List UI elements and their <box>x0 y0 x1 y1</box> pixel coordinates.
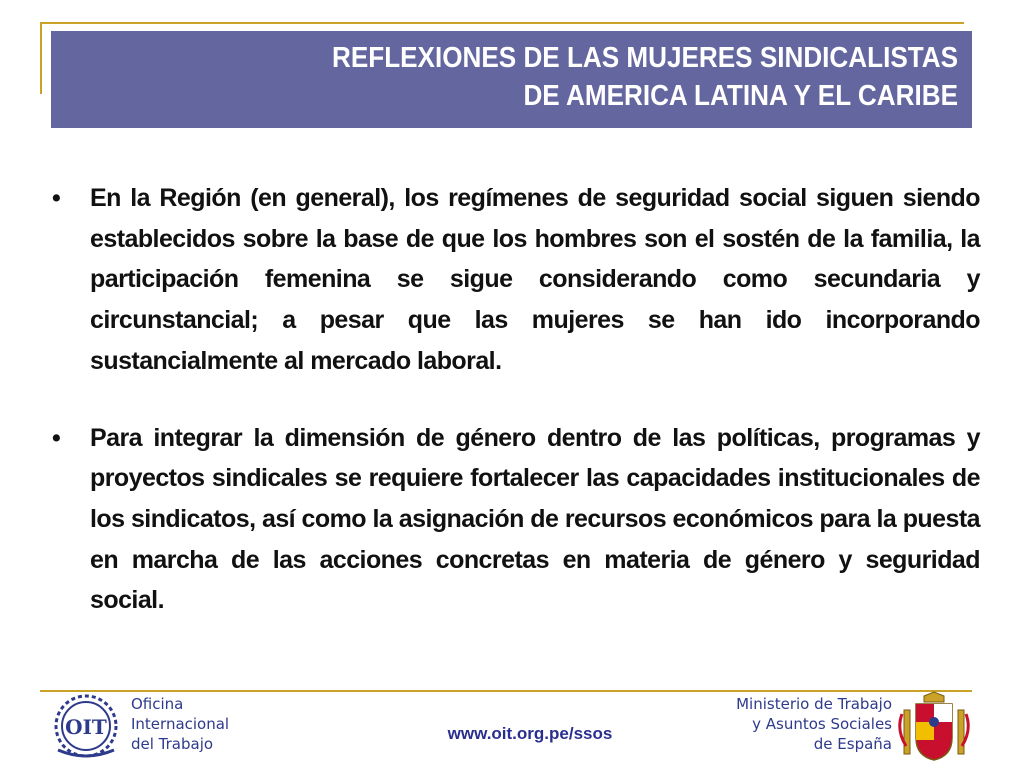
oit-line-2: Internacional <box>131 715 230 733</box>
gold-frame-top <box>40 22 964 24</box>
ministry-line-2: y Asuntos Sociales <box>752 715 892 733</box>
oit-line-1: Oficina <box>131 695 184 713</box>
slide-title <box>51 31 972 128</box>
footer-url[interactable]: www.oit.org.pe/ssos <box>447 724 613 743</box>
bullet-list <box>40 178 980 657</box>
title-line-2: DE AMERICA LATINA Y EL CARIBE <box>523 80 958 112</box>
oit-name <box>131 694 229 754</box>
bullet-text: Para integrar la dimensión de género dentro de las políticas, programas y proyectos sindicales se requiere fortalecer las capacidades institucionales de los sindicatos, así como la asignación de recursos económicos para la puesta en marcha de las acciones concretas en materia de género y seguridad social. <box>90 423 980 615</box>
oit-logo <box>44 690 128 760</box>
bullet-item-2 <box>40 418 980 622</box>
bullet-item-1 <box>40 178 980 382</box>
oit-line-3: del Trabajo <box>131 735 214 753</box>
ministry-line-1: Ministerio de Trabajo <box>736 695 892 713</box>
bullet-mark: • <box>52 423 61 452</box>
title-line-1: REFLEXIONES DE LAS MUJERES SINDICALISTAS <box>332 42 958 74</box>
footer-rule <box>40 690 972 692</box>
spain-coat-of-arms-icon <box>898 690 970 764</box>
ministry-name <box>736 694 892 754</box>
bullet-mark: • <box>52 184 61 212</box>
oit-logo-letters: OIT <box>65 715 107 739</box>
bullet-text: En la Región (en general), los regímenes de seguridad social siguen siendo establecidos sobre la base de que los hombres son el sostén de la familia, la participación femenina se sigue considerando como secundaria y circunstancial; a pesar que las mujeres se han ido incorporando sustancialmente al mercado laboral. <box>90 184 980 375</box>
ministry-line-3: de España <box>813 735 892 753</box>
gold-frame-left <box>40 22 42 94</box>
